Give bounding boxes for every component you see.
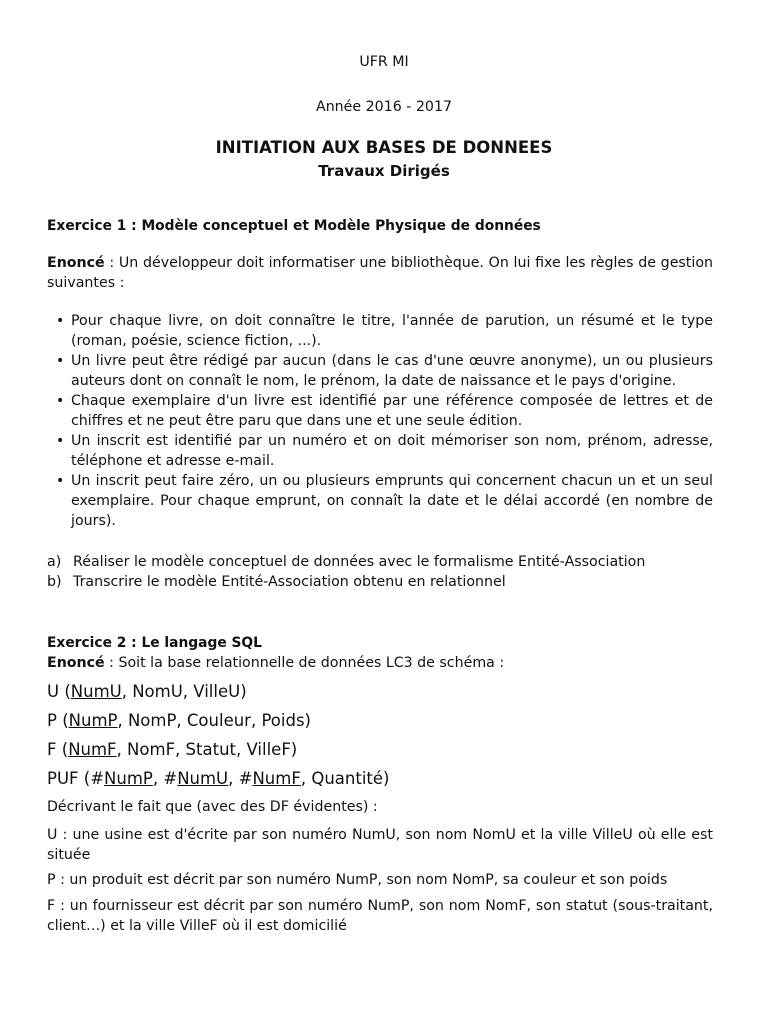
- list-item: • Un livre peut être rédigé par aucun (dans le cas d'une œuvre anonyme), un ou plusieurs auteurs dont on connaît le nom, le prénom, la date de naissance et le pays d'origine.: [47, 351, 713, 391]
- enonce-label: Enoncé: [47, 255, 105, 271]
- schema-u: U (NumU, NomU, VilleU): [47, 682, 247, 701]
- description-f: F : un fournisseur est décrit par son numéro NumP, son nom NomF, son statut (sous-traitant, client…) et la ville VilleF où il est domicilié: [47, 898, 713, 934]
- description-u: U : une usine est d'écrite par son numéro NumU, son nom NomU et la ville VilleU où elle est située: [47, 827, 713, 863]
- org-name: UFR MI: [359, 54, 409, 70]
- primary-key: NumP: [68, 711, 118, 730]
- schema-puf: PUF (#NumP, #NumU, #NumF, Quantité): [47, 769, 390, 788]
- enonce-text: : Soit la base relationnelle de données LC3 de schéma :: [104, 655, 505, 671]
- questions-list: [47, 552, 713, 592]
- question-text: Réaliser le modèle conceptuel de données avec le formalisme Entité-Association: [73, 554, 646, 570]
- exercise-2-statement: [47, 653, 713, 673]
- question-item: [47, 572, 713, 592]
- primary-key: NumF: [68, 740, 117, 759]
- exercise-1-statement: [47, 253, 713, 293]
- list-item: • Pour chaque livre, on doit connaître le titre, l'année de parution, un résumé et le type (roman, poésie, science fiction, ...).: [47, 311, 713, 351]
- schema-p: P (NumP, NomP, Couleur, Poids): [47, 711, 311, 730]
- list-item: • Chaque exemplaire d'un livre est identifié par une référence composée de lettres et de chiffres et ne peut être paru que dans une et une seule édition.: [47, 391, 713, 431]
- question-item: [47, 552, 713, 572]
- document-subtitle: Travaux Dirigés: [318, 162, 450, 180]
- question-marker: a): [47, 554, 62, 570]
- enonce-text: : Un développeur doit informatiser une bibliothèque. On lui fixe les règles de gestion suivantes :: [47, 255, 713, 291]
- description-intro: Décrivant le fait que (avec des DF évidentes) :: [47, 799, 378, 815]
- foreign-key: NumP: [104, 769, 153, 788]
- description-p: P : un produit est décrit par son numéro NumP, son nom NomP, sa couleur et son poids: [47, 872, 668, 888]
- question-marker: b): [47, 574, 62, 590]
- foreign-key: NumF: [252, 769, 301, 788]
- academic-year: Année 2016 - 2017: [315, 99, 452, 115]
- primary-key: NumU: [70, 682, 122, 701]
- rules-list: [47, 311, 713, 531]
- list-item: • Un inscrit peut faire zéro, un ou plusieurs emprunts qui concernent chacun un et un seul exemplaire. Pour chaque emprunt, on connaît la date et le délai accordé (en nombre de jours).: [47, 471, 713, 531]
- exercise-2-heading: Exercice 2 : Le langage SQL: [47, 635, 262, 651]
- list-item: • Un inscrit est identifié par un numéro et on doit mémoriser son nom, prénom, adresse, téléphone et adresse e-mail.: [47, 431, 713, 471]
- enonce-label: Enoncé: [47, 655, 105, 671]
- exercise-1-heading: Exercice 1 : Modèle conceptuel et Modèle Physique de données: [47, 218, 541, 234]
- question-text: Transcrire le modèle Entité-Association obtenu en relationnel: [73, 574, 506, 590]
- schema-f: F (NumF, NomF, Statut, VilleF): [47, 740, 298, 759]
- document-title: INITIATION AUX BASES DE DONNEES: [215, 138, 553, 157]
- foreign-key: NumU: [177, 769, 229, 788]
